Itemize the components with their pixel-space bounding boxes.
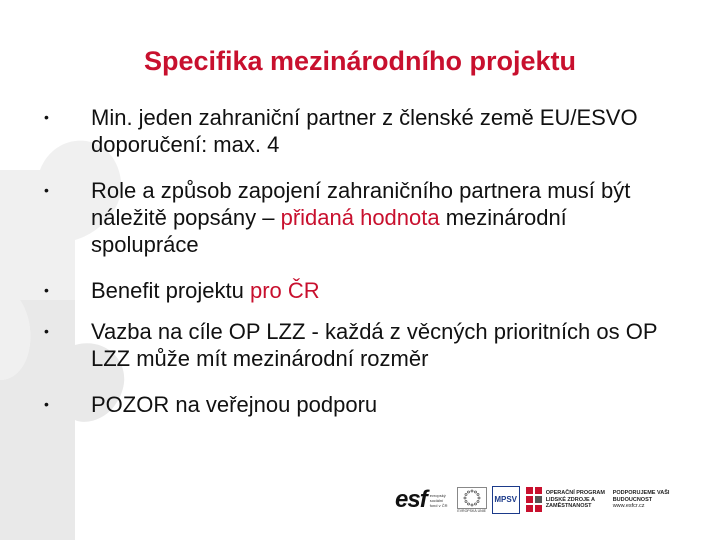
esf-logo xyxy=(395,488,452,512)
bullet-text: Role a způsob zapojení zahraničního partnera musí být náležitě popsány – přidaná hodnota mezinárodní spolupráce xyxy=(91,178,631,257)
list-item xyxy=(44,177,664,258)
list-item xyxy=(44,277,664,304)
op-text: OPERAČNÍ PROGRAM LIDSKÉ ZDROJE A ZAMĚSTNANOST xyxy=(545,490,605,510)
mpsv-logo: MPSV xyxy=(492,486,520,514)
eu-stars-icon xyxy=(463,489,481,507)
support-url: www.esfcr.cz xyxy=(612,503,645,510)
eu-logo xyxy=(457,487,487,513)
bullet-icon: • xyxy=(44,323,49,339)
footer-logos xyxy=(395,482,695,518)
list-item xyxy=(44,104,664,158)
bullet-text: Min. jeden zahraniční partner z členské země EU/ESVO doporučení: max. 4 xyxy=(91,105,638,157)
eu-flag-icon xyxy=(457,487,487,509)
bullet-icon: • xyxy=(44,282,49,298)
esf-text: evropský sociální fond v ČR xyxy=(429,492,448,508)
eu-text: EVROPSKÁ UNIE xyxy=(457,509,486,513)
bullet-icon: • xyxy=(44,109,49,125)
bullet-text: Benefit projektu pro ČR xyxy=(91,278,320,303)
bullet-text: Vazba na cíle OP LZZ - každá z věcných prioritních os OP LZZ může mít mezinárodní rozměr xyxy=(91,319,658,371)
bullet-list xyxy=(44,104,664,418)
support-text: PODPORUJEME VAŠI BUDOUCNOST xyxy=(612,490,670,503)
page-title: Specifika mezinárodního projektu xyxy=(143,46,577,76)
list-item xyxy=(44,318,664,372)
bullet-icon: • xyxy=(44,396,49,412)
op-logo xyxy=(525,486,608,514)
support-logo xyxy=(613,490,673,510)
esf-mark: esf xyxy=(395,486,427,513)
list-item xyxy=(44,391,664,418)
op-program-icon xyxy=(525,486,543,514)
bullet-text: POZOR na veřejnou podporu xyxy=(91,392,378,417)
bullet-icon: • xyxy=(44,182,49,198)
